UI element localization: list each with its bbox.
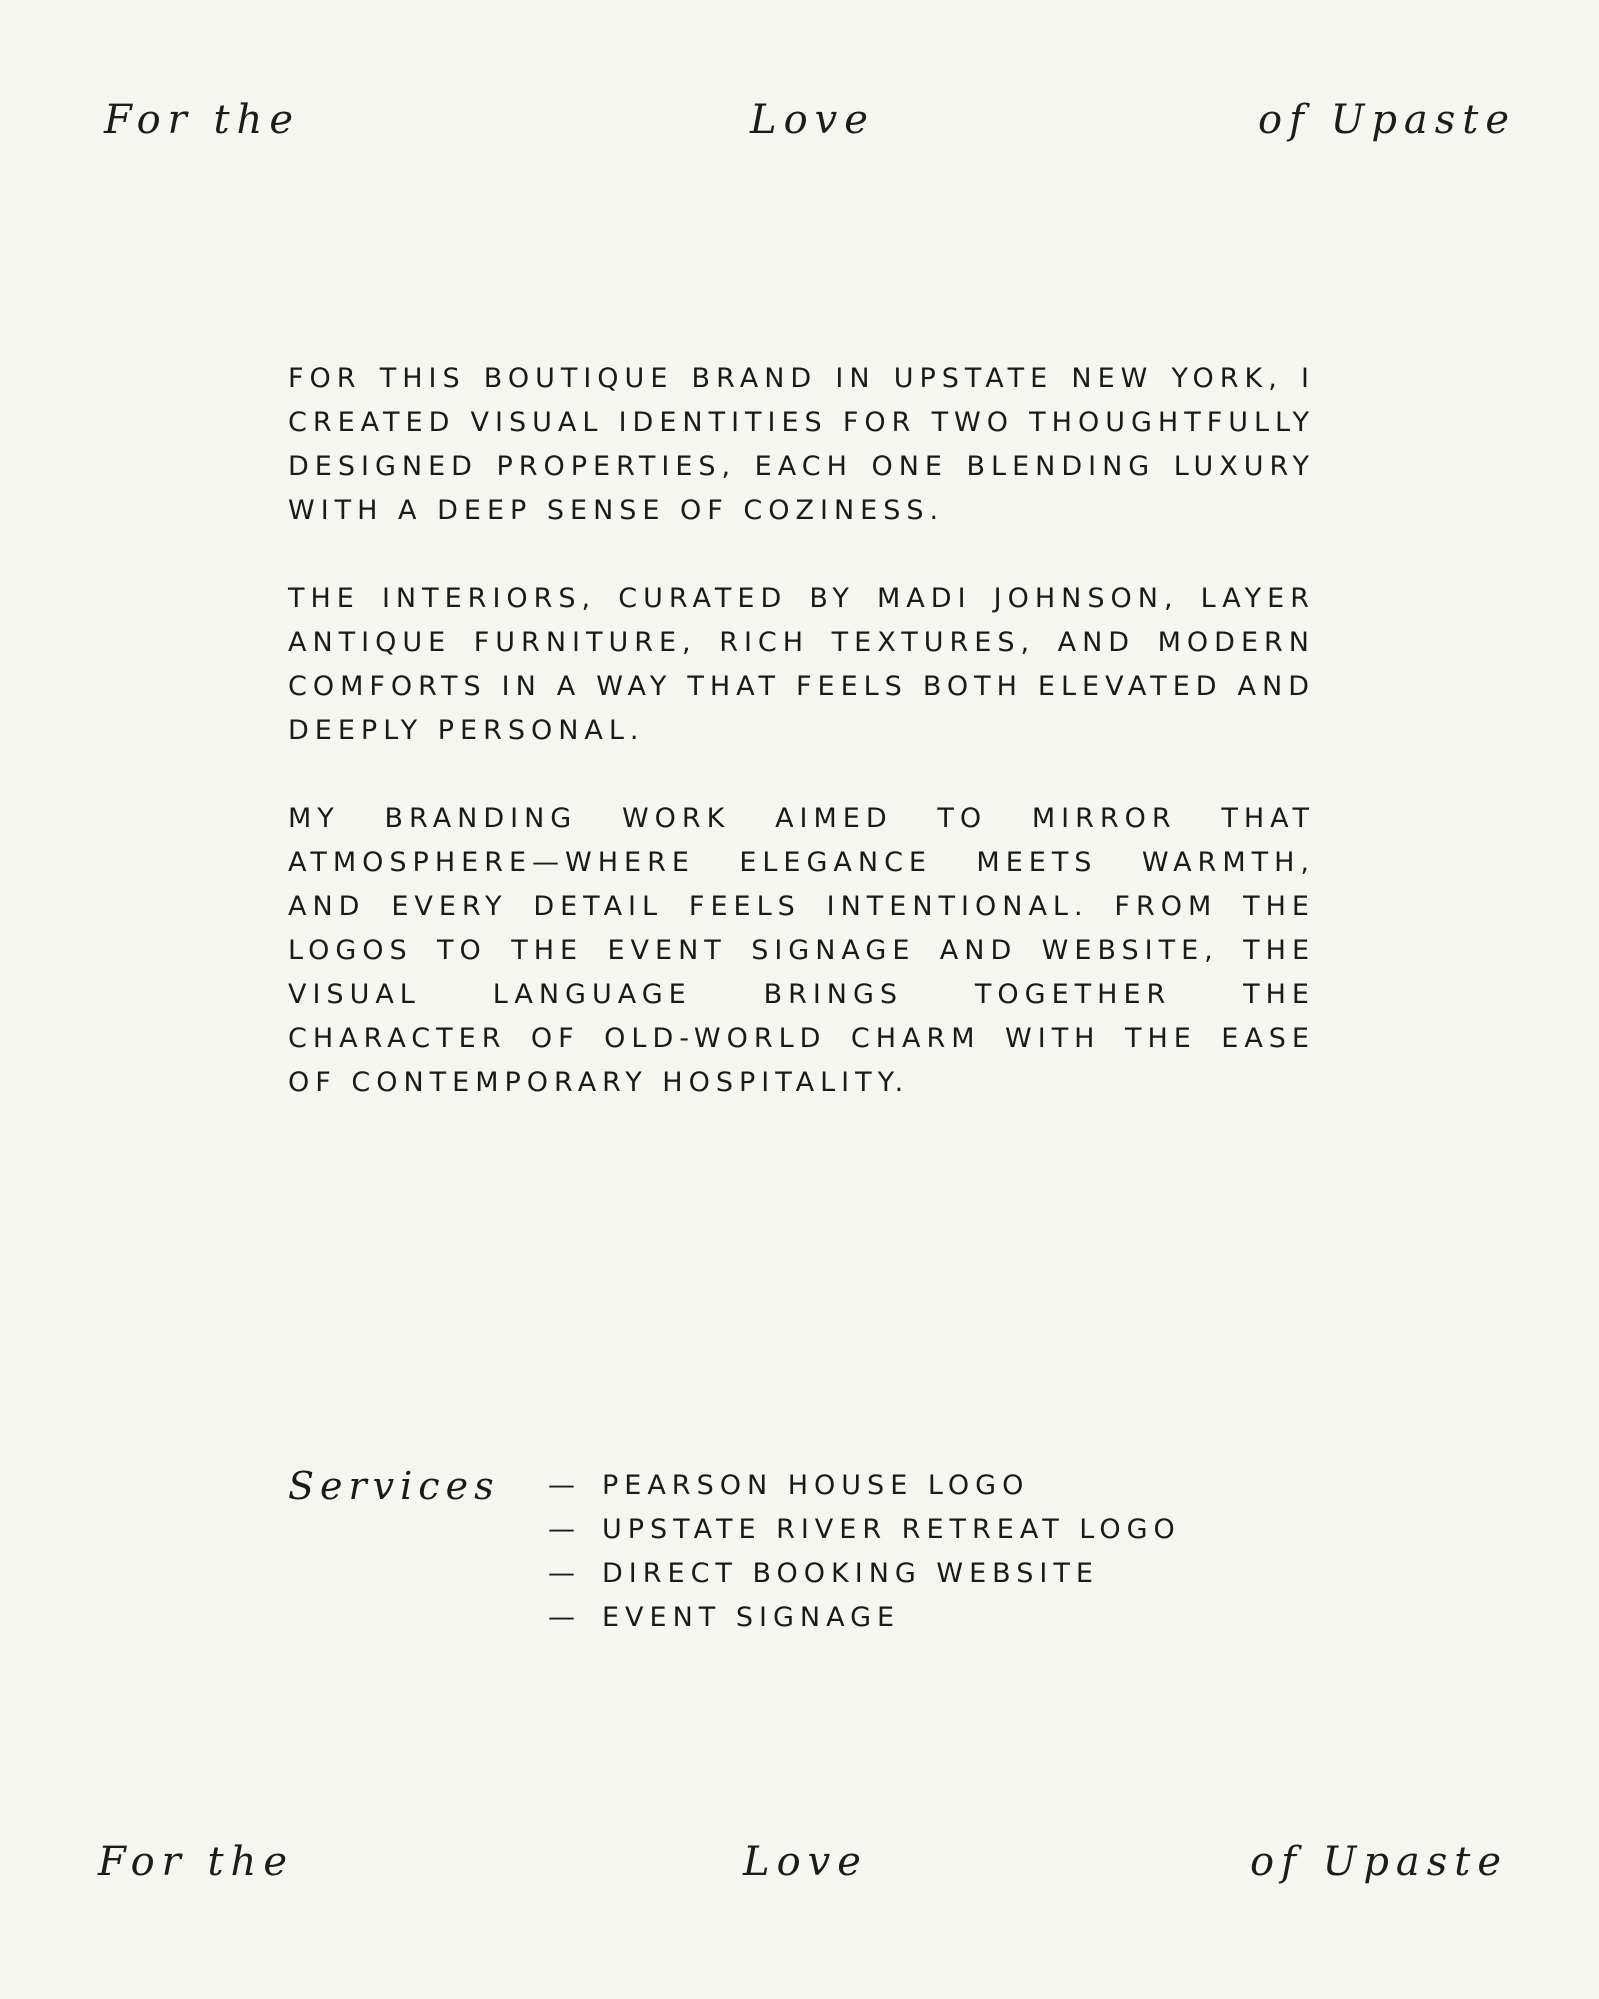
service-item-label: PEARSON HOUSE LOGO (602, 1470, 1030, 1501)
header-center-text: Love (750, 97, 875, 143)
header-left-text: For the (104, 97, 300, 143)
footer-left-text: For the (98, 1839, 294, 1885)
service-item-label: DIRECT BOOKING WEBSITE (602, 1558, 1099, 1589)
footer-right-text: of Upaste (1250, 1839, 1509, 1885)
body-paragraph-1: FOR THIS BOUTIQUE BRAND IN UPSTATE NEW YORK, I CREATED VISUAL IDENTITIES FOR TWO THOUGHTFULLY DESIGNED PROPERTIES, EACH ONE BLENDING LUXURY WITH A DEEP SENSE OF COZINESS. (288, 363, 1315, 526)
dash-mark: — (548, 1470, 581, 1501)
service-item (548, 1552, 1181, 1596)
dash-mark: — (548, 1602, 581, 1633)
service-item (548, 1508, 1181, 1552)
services-label: Services (288, 1464, 500, 1508)
service-item-label: UPSTATE RIVER RETREAT LOGO (602, 1514, 1181, 1545)
service-item (548, 1596, 1181, 1640)
dash-mark: — (548, 1514, 581, 1545)
body-copy (288, 357, 1315, 1105)
services-list (548, 1464, 1181, 1640)
service-item (548, 1464, 1181, 1508)
body-paragraph-3: MY BRANDING WORK AIMED TO MIRROR THAT ATMOSPHERE—WHERE ELEGANCE MEETS WARMTH, AND EVERY DETAIL FEELS INTENTIONAL. FROM THE LOGOS TO THE EVENT SIGNAGE AND WEBSITE, THE VISUAL LANGUAGE BRINGS TOGETHER THE CHARACTER OF OLD-WORLD CHARM WITH THE EASE OF CONTEMPORARY HOSPITALITY. (288, 803, 1315, 1098)
service-item-label: EVENT SIGNAGE (602, 1602, 901, 1633)
footer-center-text: Love (743, 1839, 868, 1885)
body-paragraph-2: THE INTERIORS, CURATED BY MADI JOHNSON, LAYER ANTIQUE FURNITURE, RICH TEXTURES, AND MODERN COMFORTS IN A WAY THAT FEELS BOTH ELEVATED AND DEEPLY PERSONAL. (288, 583, 1315, 746)
dash-mark: — (548, 1558, 581, 1589)
header-right-text: of Upaste (1258, 97, 1517, 143)
